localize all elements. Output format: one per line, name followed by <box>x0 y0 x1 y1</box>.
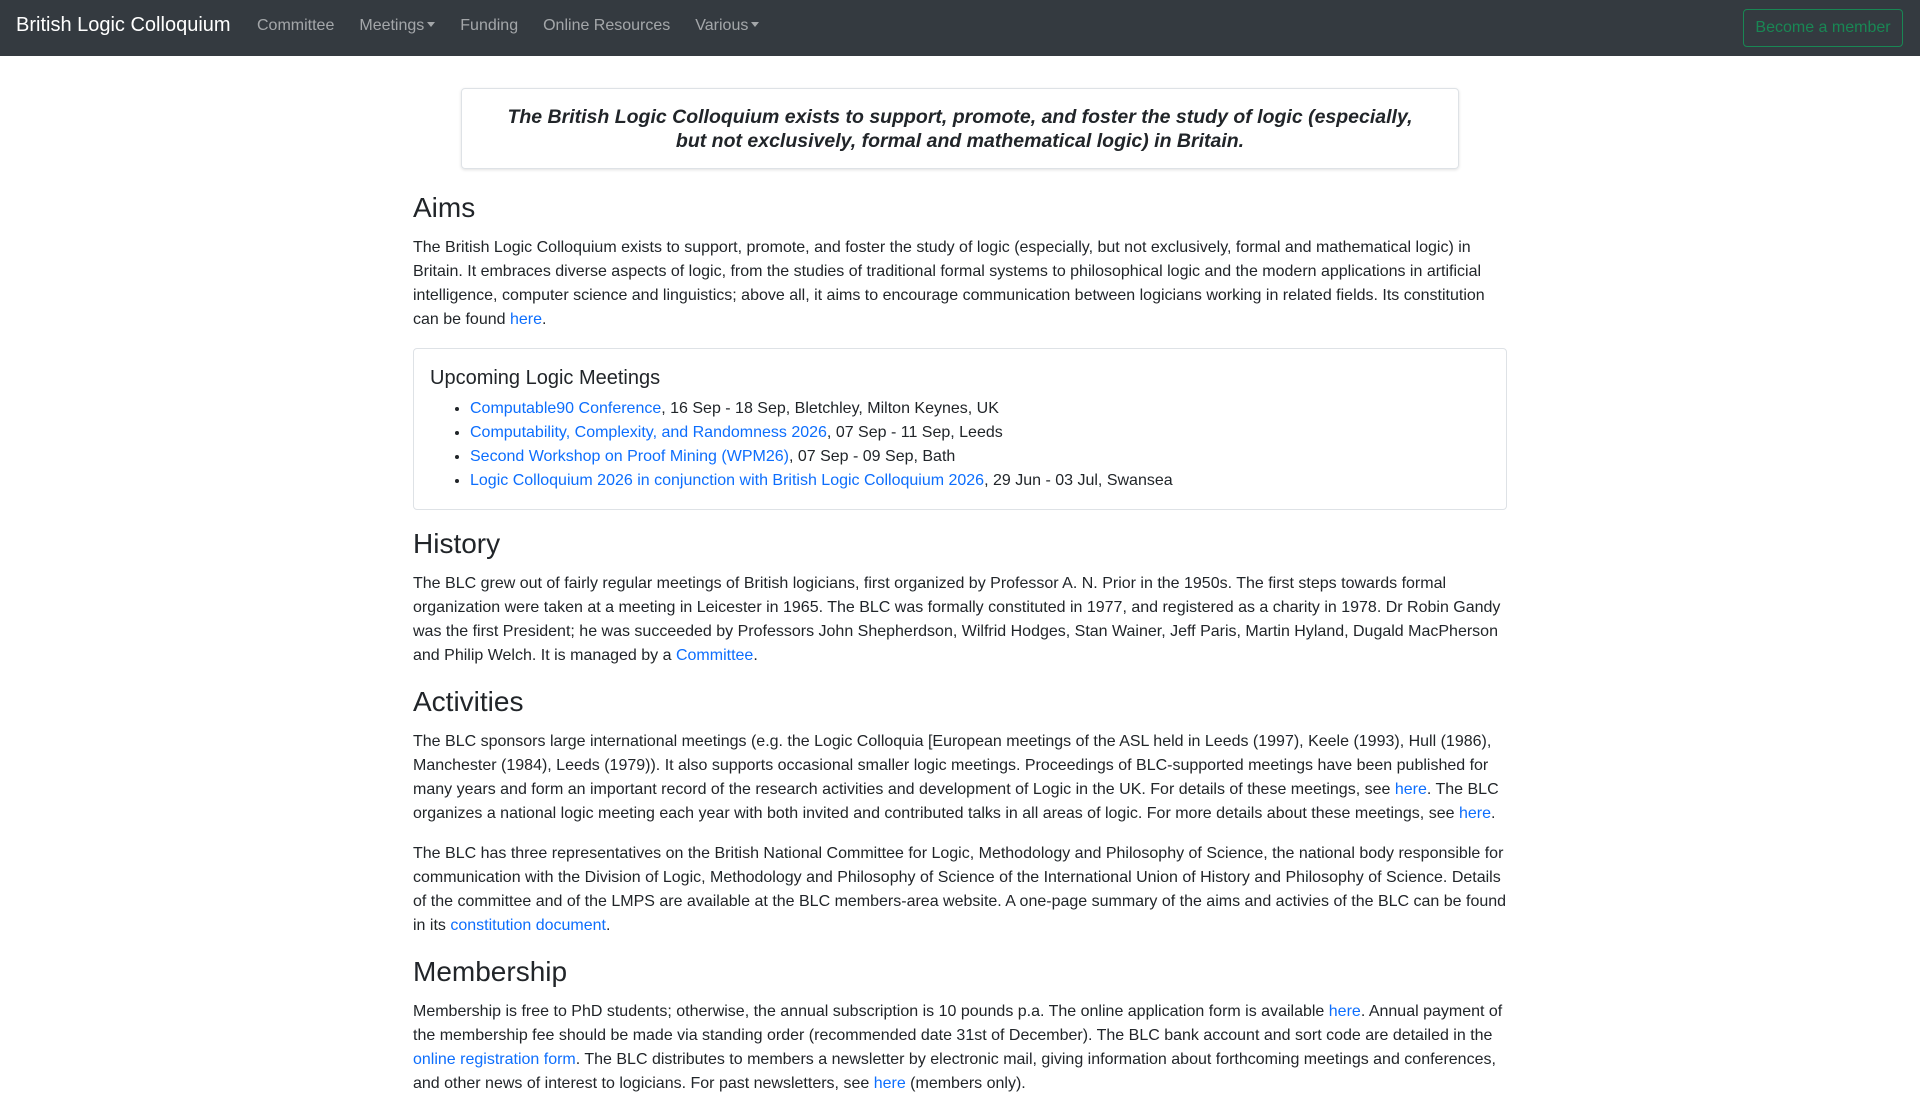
list-item <box>470 397 1490 421</box>
history-heading: History <box>413 528 501 559</box>
caret-down-icon <box>751 22 759 27</box>
membership-paragraph <box>413 1000 1507 1096</box>
committee-link[interactable]: Committee <box>675 647 754 664</box>
activities-text-c: The BLC has three representatives on the British National Committee for Logic, Methodology and Philosophy of Science, the national body responsible for communication with the Division of Logic, Methodology and Philosophy of Science of the International Union of History and Philosophy of Science. Details of the committee and of the LMPS are available at the BLC members-area website. A one-page summary of the aims and activies of the BLC can be found in its <box>413 845 1507 934</box>
online-registration-form-link[interactable]: online registration form <box>413 1051 576 1068</box>
meetings-here-link[interactable]: here <box>1394 781 1427 798</box>
national-meeting-here-link[interactable]: here <box>1458 805 1491 822</box>
main-content <box>413 190 1507 1112</box>
meeting-link[interactable]: Computable90 Conference <box>470 400 662 417</box>
constitution-here-link[interactable]: here <box>509 311 542 328</box>
membership-text-c: . The BLC distributes to members a newsletter by electronic mail, giving information about forthcoming meetings and conferences, and other news of interest to logicians. For past newsletters, see <box>413 1051 1496 1092</box>
history-paragraph <box>413 572 1507 668</box>
become-member-button[interactable]: Become a member <box>1743 9 1903 47</box>
activities-end-2: . <box>606 917 611 934</box>
list-item <box>470 421 1490 445</box>
activities-text-a: The BLC sponsors large international meetings (e.g. the Logic Colloquia [European meetings of the ASL held in Leeds (1997), Keele (1993), Hull (1986), Manchester (1984), Leeds (1979)). It also supports occasional smaller logic meetings. Proceedings of BLC-supported meetings have been published for many years and form an important record of the research activities and development of Logic in the UK. For details of these meetings, see <box>413 733 1492 798</box>
newsletters-here-link[interactable]: here <box>873 1075 906 1092</box>
meetings-list <box>430 397 1490 493</box>
meeting-link[interactable]: Second Workshop on Proof Mining (WPM26) <box>470 448 789 465</box>
application-form-here-link[interactable]: here <box>1328 1003 1361 1020</box>
nav-item-various-label: Various <box>695 17 749 34</box>
meeting-details: , 07 Sep - 11 Sep, Leeds <box>826 424 1003 441</box>
upcoming-meetings-title: Upcoming Logic Meetings <box>430 367 661 389</box>
activities-text-b: . The BLC organizes a national logic meeting each year with both invited and contributed talks in all areas of logic. For more details about these meetings, see <box>413 781 1499 822</box>
tagline-box <box>461 88 1459 169</box>
membership-heading: Membership <box>413 956 568 987</box>
nav-item-various[interactable] <box>695 17 759 35</box>
caret-down-icon <box>427 22 435 27</box>
aims-paragraph <box>413 236 1507 332</box>
nav-menu <box>257 17 759 35</box>
upcoming-meetings-card <box>413 348 1507 510</box>
meeting-details: , 07 Sep - 09 Sep, Bath <box>788 448 956 465</box>
meeting-details: , 29 Jun - 03 Jul, Swansea <box>984 472 1173 489</box>
nav-item-meetings-label: Meetings <box>359 17 425 34</box>
meeting-link[interactable]: Computability, Complexity, and Randomness 2026 <box>470 424 827 441</box>
nav-item-funding[interactable]: Funding <box>460 17 519 34</box>
brand-link[interactable]: British Logic Colloquium <box>16 14 231 36</box>
meeting-details: , 16 Sep - 18 Sep, Bletchley, Milton Keynes, UK <box>661 400 999 417</box>
membership-text-a: Membership is free to PhD students; otherwise, the annual subscription is 10 pounds p.a. The online application form is available <box>413 1003 1329 1020</box>
aims-end: . <box>542 311 547 328</box>
aims-heading: Aims <box>413 192 476 223</box>
activities-paragraph-1 <box>413 730 1507 826</box>
nav-item-online-resources[interactable]: Online Resources <box>543 17 671 34</box>
activities-end-1: . <box>1490 805 1496 822</box>
membership-text-d: (members only). <box>905 1075 1026 1092</box>
meeting-link[interactable]: Logic Colloquium 2026 in conjunction with British Logic Colloquium 2026 <box>470 472 985 489</box>
constitution-document-link[interactable]: constitution document <box>450 917 606 934</box>
list-item <box>470 445 1490 469</box>
history-end: . <box>753 647 758 664</box>
history-text: The BLC grew out of fairly regular meetings of British logicians, first organized by Professor A. N. Prior in the 1950s. The first steps towards formal organization were taken at a meeting in Leicester in 1965. The BLC was formally constituted in 1977, and registered as a charity in 1978. Dr Robin Gandy was the first President; he was succeeded by Professors John Shepherdson, Wilfrid Hodges, Stan Wainer, Jeff Paris, Martin Hyland, Dugald MacPherson and Philip Welch. It is managed by a <box>413 575 1501 664</box>
list-item <box>470 469 1490 493</box>
membership-text-b: . Annual payment of the membership fee should be made via standing order (recommended date 31st of December). The BLC bank account and sort code are detailed in the <box>413 1003 1503 1044</box>
tagline-text: The British Logic Colloquium exists to support, promote, and foster the study of logic (especially, but not exclusively, formal and mathematical logic) in Britain. <box>507 105 1413 152</box>
nav-item-committee[interactable]: Committee <box>257 17 335 34</box>
aims-text: The British Logic Colloquium exists to support, promote, and foster the study of logic (especially, but not exclusively, formal and mathematical logic) in Britain. It embraces diverse aspects of logic, from the studies of traditional formal systems to philosophical logic and the modern applications in artificial intelligence, computer science and linguistics; above all, it aims to encourage communication between logicians working in related fields. Its constitution can be found <box>413 239 1485 328</box>
activities-paragraph-2 <box>413 842 1507 938</box>
nav-item-meetings[interactable] <box>359 17 435 35</box>
navbar <box>0 0 1920 56</box>
activities-heading: Activities <box>413 686 524 717</box>
